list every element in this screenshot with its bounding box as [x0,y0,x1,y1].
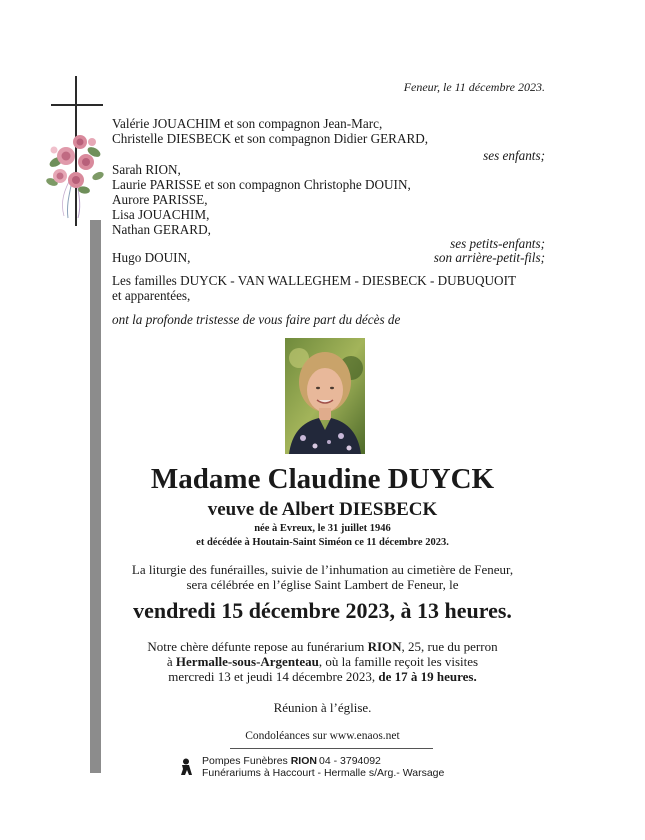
visitation-text: , où la famille reçoit les visites [318,654,479,669]
ceremony-datetime: vendredi 15 décembre 2023, à 13 heures. [133,598,512,623]
visitation-line-1 [0,639,645,654]
roses-bouquet-icon [44,132,106,222]
grandchild-line-1: Sarah RION, [112,162,181,177]
date-line: Feneur, le 11 décembre 2023. [403,80,545,94]
families-line-2: et apparentées, [112,288,191,303]
visitation-text: à [166,654,176,669]
grandchild-line-2: Laurie PARISSE et son compagnon Christophe DOUIN, [112,177,411,192]
death-info: et décédée à Houtain-Saint Siméon ce 11 décembre 2023. [196,537,449,548]
birth-info: née à Evreux, le 31 juillet 1946 [254,523,391,534]
footer-phone: 04 - 3794092 [319,755,381,767]
meeting-line: Réunion à l’église. [273,700,372,715]
footer-divider [230,748,433,749]
memorial-pillar [90,220,101,773]
deceased-name: Madame Claudine DUYCK [150,463,495,495]
funeral-logo-icon [180,758,194,776]
visitation-dates: mercredi 13 et jeudi 14 décembre 2023, [168,669,379,684]
footer-branches: Funérariums à Haccourt - Hermalle s/Arg.- Warsage [202,767,445,779]
footer-company-name: RION [290,755,317,767]
great-grandchild-line: Hugo DOUIN, [112,250,191,265]
condolences-line: Condoléances sur www.enaos.net [245,730,400,742]
visitation-town: Hermalle-sous-Argenteau [175,654,319,669]
visitation-address: , 25, rue du perron [401,639,498,654]
ceremony-line-1: La liturgie des funérailles, suivie de l’inhumation au cimetière de Feneur, [131,562,514,577]
grandchild-line-4: Lisa JOUACHIM, [112,207,210,222]
great-grandchild-label: son arrière-petit-fils; [433,250,545,265]
visitation-text: Notre chère défunte repose au funérarium [147,639,368,654]
grandchildren-label: ses petits-enfants; [450,236,545,251]
families-line-1: Les familles DUYCK - VAN WALLEGHEM - DIESBECK - DUBUQUOIT [112,273,517,288]
children-label: ses enfants; [483,148,545,163]
cross-horizontal [51,104,103,106]
funeral-home-name: RION [367,639,402,654]
announcement-line: ont la profonde tristesse de vous faire part du décès de [112,312,401,327]
visitation-hours: de 17 à 19 heures. [378,669,477,684]
grandchild-line-3: Aurore PARISSE, [112,192,208,207]
grandchild-line-5: Nathan GERARD, [112,222,211,237]
children-line-2: Christelle DIESBECK et son compagnon Didier GERARD, [112,131,429,146]
footer-company-label: Pompes Funèbres [202,755,291,767]
ceremony-line-2: sera célébrée en l’église Saint Lambert de Feneur, le [186,577,459,592]
footer-company-line [202,755,317,767]
children-line-1: Valérie JOUACHIM et son compagnon Jean-Marc, [112,116,383,131]
portrait-photo [285,338,365,454]
visitation-line-2 [0,654,645,669]
visitation-line-3 [0,669,645,684]
deceased-widow-of: veuve de Albert DIESBECK [207,499,438,520]
